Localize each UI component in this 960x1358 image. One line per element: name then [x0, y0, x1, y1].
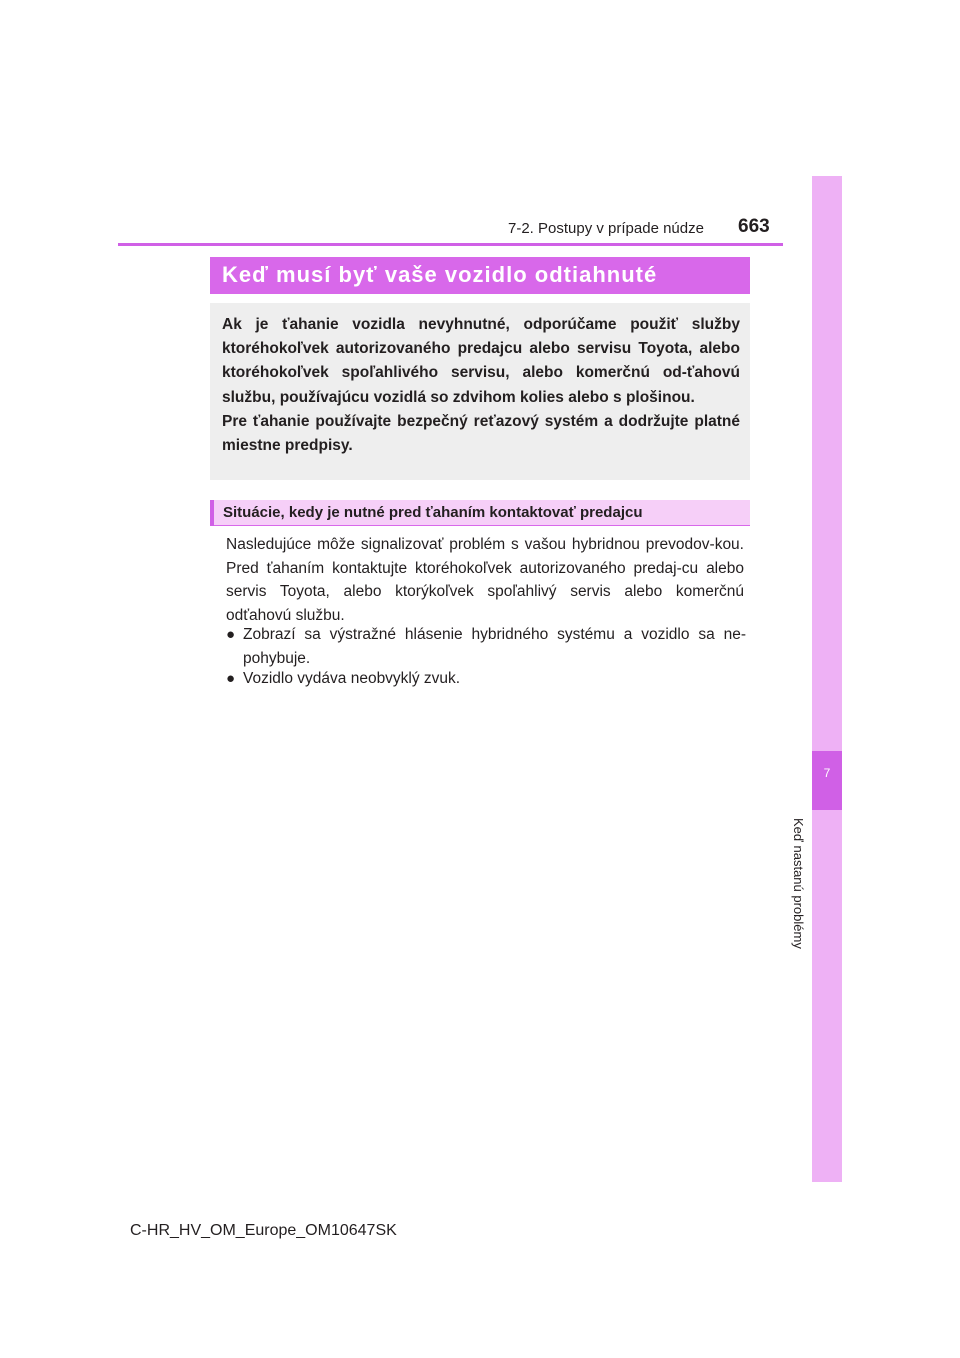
body-paragraph: Nasledujúce môže signalizovať problém s vašou hybridnou prevodov-kou. Pred ťahaním kontaktujte ktoréhokoľvek autorizovaného predaj-cu alebo servis Toyota, alebo ktorýkoľvek spoľahlivý servis alebo komerčnú odťahovú službu.	[226, 536, 744, 624]
header-divider	[118, 243, 783, 246]
subheading-accent	[210, 500, 214, 526]
intro-paragraph: Ak je ťahanie vozidla nevyhnutné, odporúčame použiť služby ktoréhokoľvek autorizovaného predajcu alebo servisu Toyota, alebo ktoréhokoľvek spoľahlivého servisu, alebo komerčnú od-ťahovú službu, používajúcu vozidlá so zdvihom kolies alebo s plošinou.	[222, 316, 740, 406]
chapter-side-tab-marker	[812, 751, 842, 810]
list-item-text: Zobrazí sa výstražné hlásenie hybridného systému a vozidlo sa ne-pohybuje.	[243, 626, 746, 667]
chapter-title: Keď nastanú problémy	[791, 818, 806, 949]
document-code: C-HR_HV_OM_Europe_OM10647SK	[130, 1222, 397, 1239]
bullet-icon: ●	[226, 626, 236, 643]
chapter-side-tab	[812, 176, 842, 1182]
section-reference: 7-2. Postupy v prípade núdze	[508, 220, 704, 237]
intro-text	[222, 313, 740, 458]
bullet-icon: ●	[226, 670, 236, 687]
list-item-text: Vozidlo vydáva neobvyklý zvuk.	[243, 670, 461, 687]
section-title: Keď musí byť vaše vozidlo odtiahnuté	[222, 262, 658, 287]
intro-paragraph: Pre ťahanie používajte bezpečný reťazový systém a dodržujte platné miestne predpisy.	[222, 412, 740, 455]
subheading: Situácie, kedy je nutné pred ťahaním kontaktovať predajcu	[223, 504, 643, 521]
chapter-number: 7	[823, 766, 831, 780]
list-item	[226, 667, 746, 691]
list-item	[226, 623, 746, 671]
page-number: 663	[738, 216, 770, 237]
